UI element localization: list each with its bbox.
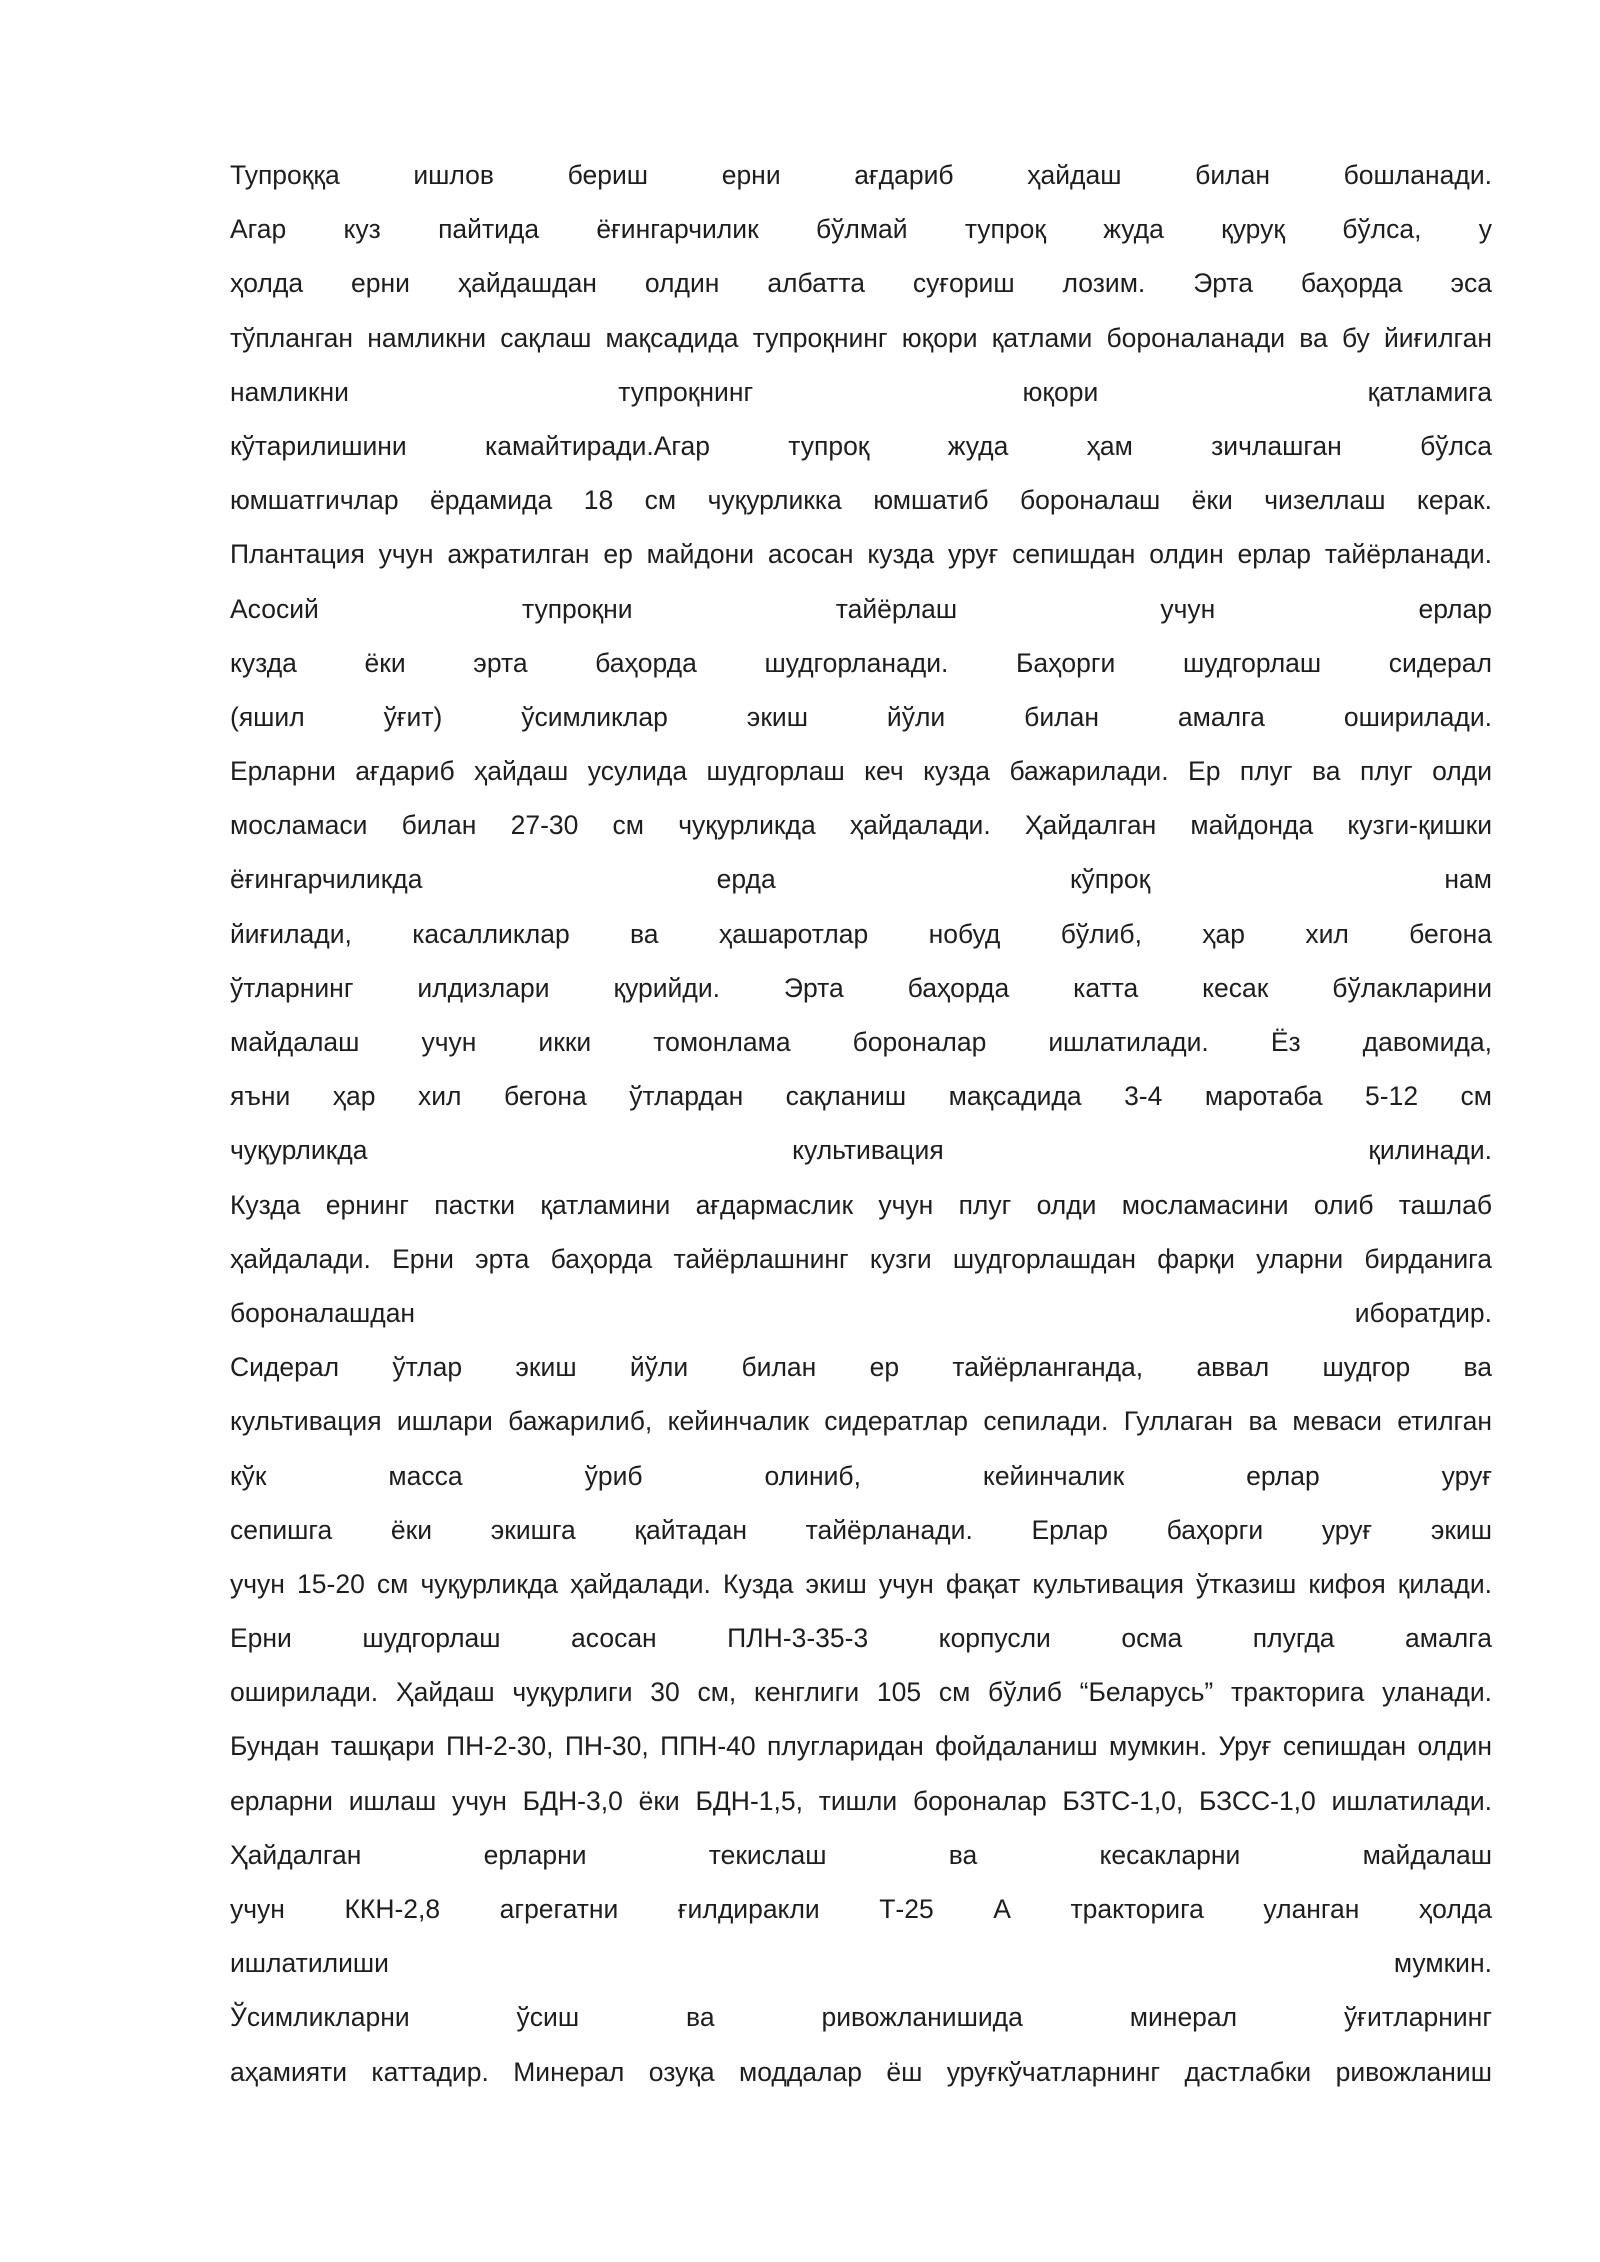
text-line: ўтларнинг илдизлари қурийди. Эрта баҳорда катта кесак бўлакларини	[230, 972, 1492, 1003]
text-line: Ҳайдалган ерларни текислаш ва кесакларни майдалаш	[230, 1839, 1492, 1870]
text-line: Бундан ташқари ПН-2-30, ПН-30, ППН-40 плугларидан фойдаланиш мумкин. Уруғ сепишдан олдин	[230, 1731, 1492, 1762]
text-line: аҳамияти каттадир. Минерал озуқа моддалар ёш уруғкўчатларнинг дастлабки ривожланиш	[230, 2056, 1492, 2087]
text-line: ишлатилиши мумкин.	[230, 1948, 1492, 1979]
text-line: (яшил ўғит) ўсимликлар экиш йўли билан амалга оширилади.	[230, 701, 1492, 732]
text-line: кўтарилишини камайтиради.Агар тупроқ жуда ҳам зичлашган бўлса	[230, 430, 1492, 461]
text-line: культивация ишлари бажарилиб, кейинчалик сидератлар сепилади. Гуллаган ва меваси етилган	[230, 1406, 1492, 1437]
body-text	[230, 148, 1492, 2099]
text-line: Агар куз пайтида ёғингарчилик бўлмай тупроқ жуда қуруқ бўлса, у	[230, 214, 1492, 245]
text-line: оширилади. Ҳайдаш чуқурлиги 30 см, кенглиги 105 см бўлиб “Беларусь” тракторига уланади.	[230, 1677, 1492, 1708]
text-line: йиғилади, касалликлар ва ҳашаротлар нобуд бўлиб, ҳар хил бегона	[230, 918, 1492, 949]
text-line: намликни тупроқнинг юқори қатламига	[230, 376, 1492, 407]
text-line: Плантация учун ажратилган ер майдони асосан кузда уруғ сепишдан олдин ерлар тайёрланади.	[230, 539, 1492, 570]
text-line: Асосий тупроқни тайёрлаш учун ерлар	[230, 593, 1492, 624]
text-line: ҳолда ерни ҳайдашдан олдин албатта суғориш лозим. Эрта баҳорда эса	[230, 268, 1492, 299]
text-line: ерларни ишлаш учун БДН-3,0 ёки БДН-1,5, тишли бороналар БЗТС-1,0, БЗСС-1,0 ишлатилади.	[230, 1785, 1492, 1816]
text-line: Ерларни ағдариб ҳайдаш усулида шудгорлаш кеч кузда бажарилади. Ер плуг ва плуг олди	[230, 756, 1492, 787]
text-line: юмшатгичлар ёрдамида 18 см чуқурликка юмшатиб бороналаш ёки чизеллаш керак.	[230, 485, 1492, 516]
text-line: мосламаси билан 27-30 см чуқурликда ҳайдалади. Ҳайдалган майдонда кузги-қишки	[230, 810, 1492, 841]
text-line: Сидерал ўтлар экиш йўли билан ер тайёрланганда, аввал шудгор ва	[230, 1352, 1492, 1383]
text-line: сепишга ёки экишга қайтадан тайёрланади. Ерлар баҳорги уруғ экиш	[230, 1514, 1492, 1545]
text-line: ҳайдалади. Ерни эрта баҳорда тайёрлашнинг кузги шудгорлашдан фарқи уларни бирданига	[230, 1243, 1492, 1274]
text-line: бороналашдан иборатдир.	[230, 1297, 1492, 1328]
text-line: учун 15-20 см чуқурликда ҳайдалади. Кузда экиш учун фақат культивация ўтказиш кифоя қилади.	[230, 1568, 1492, 1599]
text-line: Кузда ернинг пастки қатламини ағдармаслик учун плуг олди мосламасини олиб ташлаб	[230, 1189, 1492, 1220]
text-line: кузда ёки эрта баҳорда шудгорланади. Баҳорги шудгорлаш сидерал	[230, 647, 1492, 678]
text-line: тўпланган намликни сақлаш мақсадида тупроқнинг юқори қатлами бороналанади ва бу йиғилган	[230, 322, 1492, 353]
text-line: ёғингарчиликда ерда кўпроқ нам	[230, 864, 1492, 895]
text-line: Тупроққа ишлов бериш ерни ағдариб ҳайдаш билан бошланади.	[230, 160, 1492, 190]
text-line: яъни ҳар хил бегона ўтлардан сақланиш мақсадида 3-4 маротаба 5-12 см	[230, 1081, 1492, 1112]
text-line: майдалаш учун икки томонлама бороналар ишлатилади. Ёз давомида,	[230, 1027, 1492, 1057]
text-line: Ерни шудгорлаш асосан ПЛН-3-35-3 корпусли осма плугда амалга	[230, 1623, 1492, 1654]
text-line: чуқурликда культивация қилинади.	[230, 1135, 1492, 1166]
text-line: Ўсимликларни ўсиш ва ривожланишида минерал ўғитларнинг	[230, 2002, 1492, 2033]
text-line: учун ККН-2,8 агрегатни ғилдиракли Т-25 А тракторига уланган ҳолда	[230, 1894, 1492, 1924]
text-line: кўк масса ўриб олиниб, кейинчалик ерлар уруғ	[230, 1460, 1492, 1491]
